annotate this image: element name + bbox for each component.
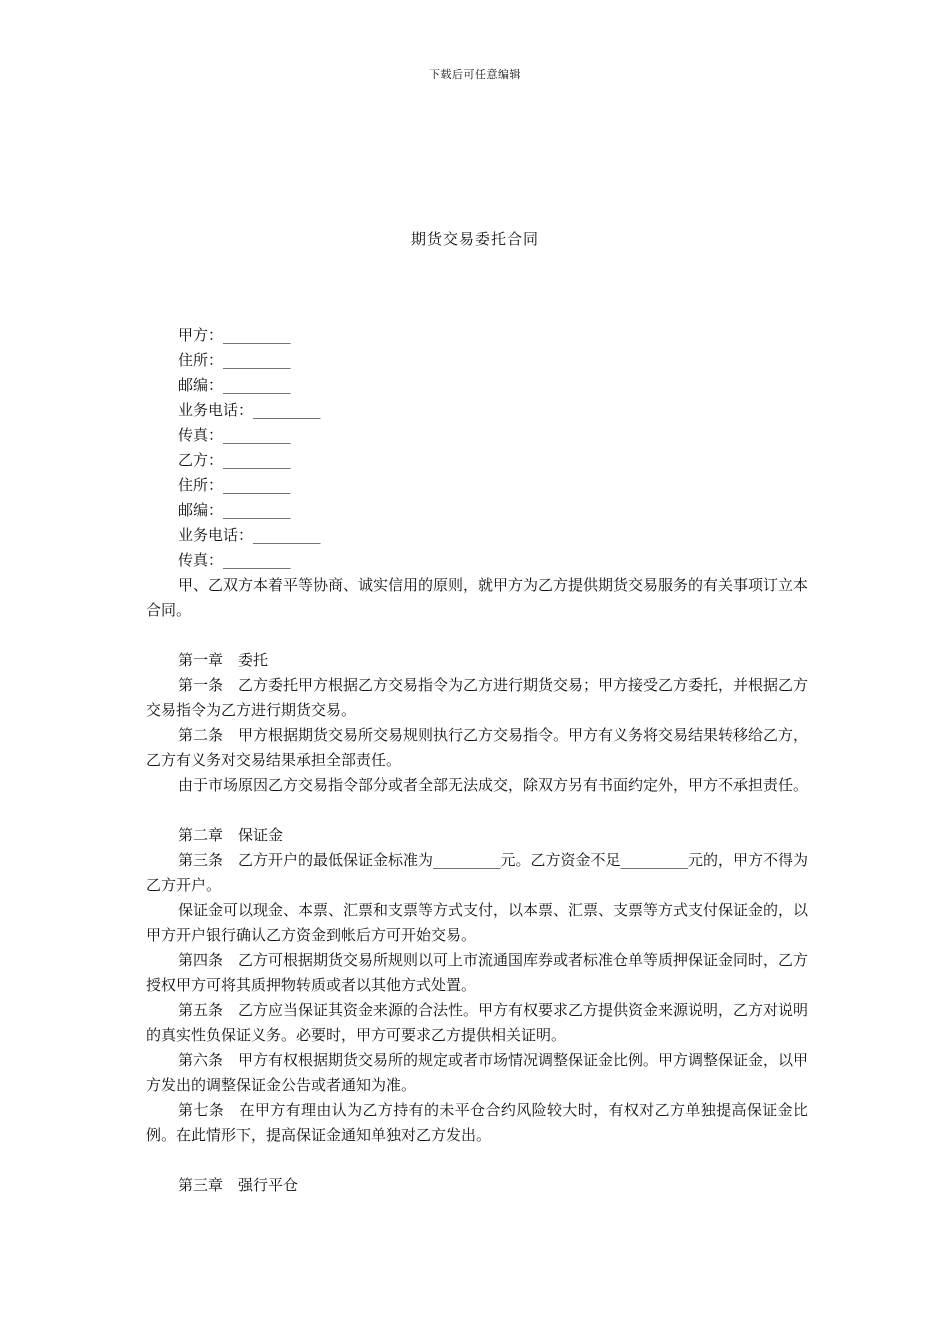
party-b-phone-field: 业务电话：_________ xyxy=(178,526,321,544)
article-4: 第四条 乙方可根据期货交易所规则以可上市流通国库券或者标准仓单等质押保证金同时，乙方授权甲方可将其质押物转质或者以其他方式处置。 xyxy=(146,951,809,994)
party-b-fax-field: 传真：_________ xyxy=(178,551,291,569)
party-b-address-field: 住所：_________ xyxy=(178,476,291,494)
preamble-paragraph: 甲、乙双方本着平等协商、诚实信用的原则，就甲方为乙方提供期货交易服务的有关事项订立本合同。 xyxy=(146,576,809,619)
party-a-phone-field: 业务电话：_________ xyxy=(178,401,321,419)
article-5: 第五条 乙方应当保证其资金来源的合法性。甲方有权要求乙方提供资金来源说明，乙方对说明的真实性负保证义务。必要时，甲方可要求乙方提供相关证明。 xyxy=(146,1001,809,1044)
header-note: 下载后可任意编辑 xyxy=(429,68,521,81)
article-3: 第三条 乙方开户的最低保证金标准为_________元。乙方资金不足_________元的，甲方不得为乙方开户。 xyxy=(146,851,809,894)
article-6: 第六条 甲方有权根据期货交易所的规定或者市场情况调整保证金比例。甲方调整保证金，以甲方发出的调整保证金公告或者通知为准。 xyxy=(146,1051,809,1094)
chapter-2-heading: 第二章 保证金 xyxy=(178,826,284,844)
document-title: 期货交易委托合同 xyxy=(410,230,539,248)
party-a-postcode-field: 邮编：_________ xyxy=(178,376,291,394)
party-a-address-field: 住所：_________ xyxy=(178,351,291,369)
article-3-clause: 保证金可以现金、本票、汇票和支票等方式支付，以本票、汇票、支票等方式支付保证金的，以甲方开户银行确认乙方资金到帐后方可开始交易。 xyxy=(146,901,809,944)
chapter-3-heading: 第三章 强行平仓 xyxy=(178,1176,299,1194)
article-7: 第七条 在甲方有理由认为乙方持有的未平仓合约风险较大时，有权对乙方单独提高保证金比例。在此情形下，提高保证金通知单独对乙方发出。 xyxy=(146,1101,808,1144)
article-1: 第一条 乙方委托甲方根据乙方交易指令为乙方进行期货交易；甲方接受乙方委托，并根据乙方交易指令为乙方进行期货交易。 xyxy=(146,676,809,719)
party-a-fax-field: 传真：_________ xyxy=(178,426,291,444)
party-b-postcode-field: 邮编：_________ xyxy=(178,501,291,519)
party-a-field: 甲方：_________ xyxy=(178,326,291,344)
contract-body xyxy=(146,323,808,1198)
chapter-1-heading: 第一章 委托 xyxy=(178,651,269,669)
article-2-clause: 由于市场原因乙方交易指令部分或者全部无法成交，除双方另有书面约定外，甲方不承担责任。 xyxy=(178,776,809,794)
party-b-field: 乙方：_________ xyxy=(178,451,291,469)
article-2: 第二条 甲方根据期货交易所交易规则执行乙方交易指令。甲方有义务将交易结果转移给乙方，乙方有义务对交易结果承担全部责任。 xyxy=(146,726,809,769)
